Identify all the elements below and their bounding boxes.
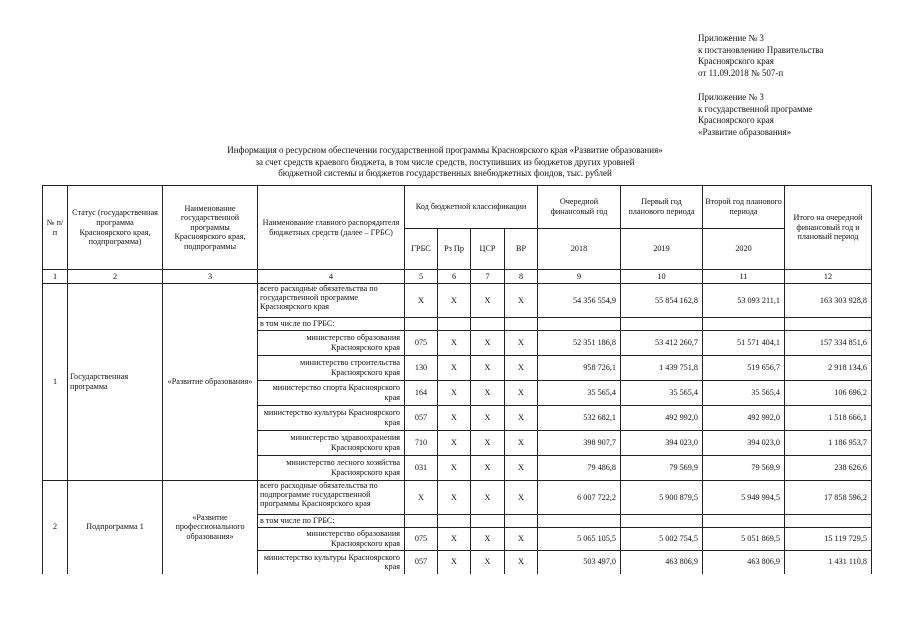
empty-cell (471, 515, 505, 528)
code-grbs: 075 (405, 528, 438, 551)
value-2019: 492 992,0 (621, 406, 703, 431)
value-2019: 5 900 879,5 (621, 481, 703, 515)
header-name: Наименование государственной программы Красноярского края, подпрограммы (163, 186, 258, 270)
value-total: 15 119 729,5 (785, 528, 872, 551)
code-rzpr: Х (438, 456, 471, 481)
empty-cell (785, 318, 872, 331)
value-2018: 79 486,8 (538, 456, 621, 481)
value-2018: 503 497,0 (538, 551, 621, 574)
empty-cell (505, 318, 538, 331)
budget-table (42, 185, 872, 574)
header-total-label: Итого на очередной финансовый год и плановый период (785, 186, 872, 270)
code-vr: Х (505, 356, 538, 381)
value-total: 1 518 666,1 (785, 406, 872, 431)
value-2020: 79 569,9 (703, 456, 785, 481)
code-vr: Х (505, 431, 538, 456)
empty-cell (505, 515, 538, 528)
value-2019: 35 565,4 (621, 381, 703, 406)
code-csr: Х (471, 551, 505, 574)
empty-cell (438, 318, 471, 331)
value-total: 157 334 851,6 (785, 331, 872, 356)
value-2020: 51 571 404,1 (703, 331, 785, 356)
header-year1: 2018 (538, 229, 621, 270)
code-csr: Х (471, 381, 505, 406)
value-2019: 1 439 751,8 (621, 356, 703, 381)
code-grbs: 130 (405, 356, 438, 381)
row-number: 1 (43, 284, 68, 481)
empty-cell (621, 318, 703, 331)
row-program-name: «Развитие профессионального образования» (163, 481, 258, 574)
value-2020: 463 806,9 (703, 551, 785, 574)
grbs-total-label: всего расходные обязательства по подпрограмме государственной программы Красноярского края (258, 481, 405, 515)
code-rzpr: Х (438, 284, 471, 318)
value-2020: 492 992,0 (703, 406, 785, 431)
column-number: 3 (163, 270, 258, 284)
code-rzpr: Х (438, 406, 471, 431)
value-2019: 5 002 754,5 (621, 528, 703, 551)
value-2018: 52 351 186,8 (538, 331, 621, 356)
value-2020: 35 565,4 (703, 381, 785, 406)
code-grbs: 031 (405, 456, 438, 481)
code-vr: Х (505, 528, 538, 551)
code-csr: Х (471, 331, 505, 356)
value-total: 106 696,2 (785, 381, 872, 406)
header-status: Статус (государственная программа Красноярского края, подпрограмма) (68, 186, 163, 270)
code-vr: Х (505, 284, 538, 318)
appendix-note-decree (698, 33, 823, 79)
header-code-group: Код бюджетной классификации (405, 186, 538, 229)
row-status: Государственная программа (68, 284, 163, 481)
grbs-name: министерство здравоохранения Красноярского края (258, 431, 405, 456)
grbs-name: министерство культуры Красноярского края (258, 406, 405, 431)
title-line: бюджетной системы и бюджетов государственных внебюджетных фондов, тыс. рублей (278, 168, 612, 178)
value-2018: 958 726,1 (538, 356, 621, 381)
header-num: № п/п (43, 186, 68, 270)
code-csr: Х (471, 406, 505, 431)
column-number: 12 (785, 270, 872, 284)
code-vr: Х (505, 456, 538, 481)
value-total: 1 186 953,7 (785, 431, 872, 456)
header-year3-label: Второй год планового периода (703, 186, 785, 229)
code-grbs: 057 (405, 551, 438, 574)
value-total: 17 858 596,2 (785, 481, 872, 515)
empty-cell (405, 318, 438, 331)
code-vr: Х (505, 381, 538, 406)
code-vr: Х (505, 551, 538, 574)
appendix-line: от 11.09.2018 № 507-п (698, 67, 784, 78)
column-number: 9 (538, 270, 621, 284)
empty-cell (471, 318, 505, 331)
grbs-name: министерство строительства Красноярского края (258, 356, 405, 381)
header-rzpr: Рз Пр (438, 229, 471, 270)
value-total: 163 303 928,8 (785, 284, 872, 318)
appendix-line: к постановлению Правительства (698, 44, 824, 55)
empty-cell (703, 318, 785, 331)
value-total: 2 918 134,6 (785, 356, 872, 381)
code-vr: Х (505, 406, 538, 431)
code-grbs: 057 (405, 406, 438, 431)
empty-cell (785, 515, 872, 528)
value-2020: 5 051 869,5 (703, 528, 785, 551)
column-number: 5 (405, 270, 438, 284)
header-csr: ЦСР (471, 229, 505, 270)
value-2020: 394 023,0 (703, 431, 785, 456)
appendix-line: Красноярского края (698, 56, 774, 66)
code-rzpr: Х (438, 481, 471, 515)
row-number: 2 (43, 481, 68, 574)
grbs-name: министерство спорта Красноярского края (258, 381, 405, 406)
program-block (43, 284, 872, 481)
column-number: 6 (438, 270, 471, 284)
value-2019: 79 569,9 (621, 456, 703, 481)
empty-cell (538, 515, 621, 528)
header-grbs: ГРБС (405, 229, 438, 270)
value-2018: 6 007 722,2 (538, 481, 621, 515)
code-rzpr: Х (438, 551, 471, 574)
subprogram-block (43, 481, 872, 574)
grbs-total-label: всего расходные обязательства по государственной программе Красноярского края (258, 284, 405, 318)
code-rzpr: Х (438, 381, 471, 406)
value-2018: 5 065 105,5 (538, 528, 621, 551)
header-vr: ВР (505, 229, 538, 270)
empty-cell (438, 515, 471, 528)
code-csr: Х (471, 431, 505, 456)
grbs-name: министерство образования Красноярского края (258, 331, 405, 356)
column-number: 8 (505, 270, 538, 284)
code-csr: Х (471, 456, 505, 481)
value-2020: 519 656,7 (703, 356, 785, 381)
code-csr: Х (471, 481, 505, 515)
value-2019: 55 854 162,8 (621, 284, 703, 318)
code-grbs: 164 (405, 381, 438, 406)
title-line: Информация о ресурсном обеспечении государственной программы Красноярского края «Развитие образования» (227, 145, 663, 155)
empty-cell (703, 515, 785, 528)
code-csr: Х (471, 284, 505, 318)
table-row-total (43, 284, 872, 318)
grbs-name: министерство культуры Красноярского края (258, 551, 405, 574)
header-grbs-name: Наименование главного распорядителя бюджетных средств (далее – ГРБС) (258, 186, 405, 270)
appendix-line: Красноярского края (698, 115, 774, 125)
appendix-line: Приложение № 3 (698, 33, 764, 43)
value-2019: 394 023,0 (621, 431, 703, 456)
code-vr: Х (505, 481, 538, 515)
empty-cell (538, 318, 621, 331)
header-year3: 2020 (703, 229, 785, 270)
code-rzpr: Х (438, 431, 471, 456)
code-grbs: 710 (405, 431, 438, 456)
grbs-name: министерство лесного хозяйства Красноярского края (258, 456, 405, 481)
column-number: 7 (471, 270, 505, 284)
value-2019: 463 806,9 (621, 551, 703, 574)
document-title (190, 145, 700, 180)
column-number: 1 (43, 270, 68, 284)
column-number: 10 (621, 270, 703, 284)
column-number: 2 (68, 270, 163, 284)
table-row-total (43, 481, 872, 515)
grbs-incl-label: в том числе по ГРБС: (258, 515, 405, 528)
value-total: 238 626,6 (785, 456, 872, 481)
value-total: 1 431 110,8 (785, 551, 872, 574)
row-status: Подпрограмма 1 (68, 481, 163, 574)
empty-cell (405, 515, 438, 528)
header-year1-label: Очередной финансовый год (538, 186, 621, 229)
value-2018: 35 565,4 (538, 381, 621, 406)
value-2018: 532 682,1 (538, 406, 621, 431)
table-header (43, 186, 872, 284)
title-line: за счет средств краевого бюджета, в том числе средств, поступивших из бюджетов других уровней (255, 156, 635, 167)
code-vr: Х (505, 331, 538, 356)
value-2020: 5 949 994,5 (703, 481, 785, 515)
code-grbs: Х (405, 284, 438, 318)
header-year2: 2019 (621, 229, 703, 270)
value-2020: 53 093 211,1 (703, 284, 785, 318)
column-number: 4 (258, 270, 405, 284)
appendix-line: «Развитие образования» (698, 126, 792, 137)
header-year2-label: Первый год планового периода (621, 186, 703, 229)
grbs-name: министерство образования Красноярского края (258, 528, 405, 551)
code-grbs: Х (405, 481, 438, 515)
code-csr: Х (471, 356, 505, 381)
appendix-line: Приложение № 3 (698, 92, 764, 102)
appendix-line: к государственной программе (698, 103, 813, 114)
value-2018: 398 907,7 (538, 431, 621, 456)
value-2019: 53 412 260,7 (621, 331, 703, 356)
appendix-note-program (698, 92, 812, 138)
column-number: 11 (703, 270, 785, 284)
code-grbs: 075 (405, 331, 438, 356)
code-rzpr: Х (438, 356, 471, 381)
row-program-name: «Развитие образования» (163, 284, 258, 481)
grbs-incl-label: в том числе по ГРБС: (258, 318, 405, 331)
value-2018: 54 356 554,9 (538, 284, 621, 318)
code-rzpr: Х (438, 331, 471, 356)
code-csr: Х (471, 528, 505, 551)
empty-cell (621, 515, 703, 528)
code-rzpr: Х (438, 528, 471, 551)
